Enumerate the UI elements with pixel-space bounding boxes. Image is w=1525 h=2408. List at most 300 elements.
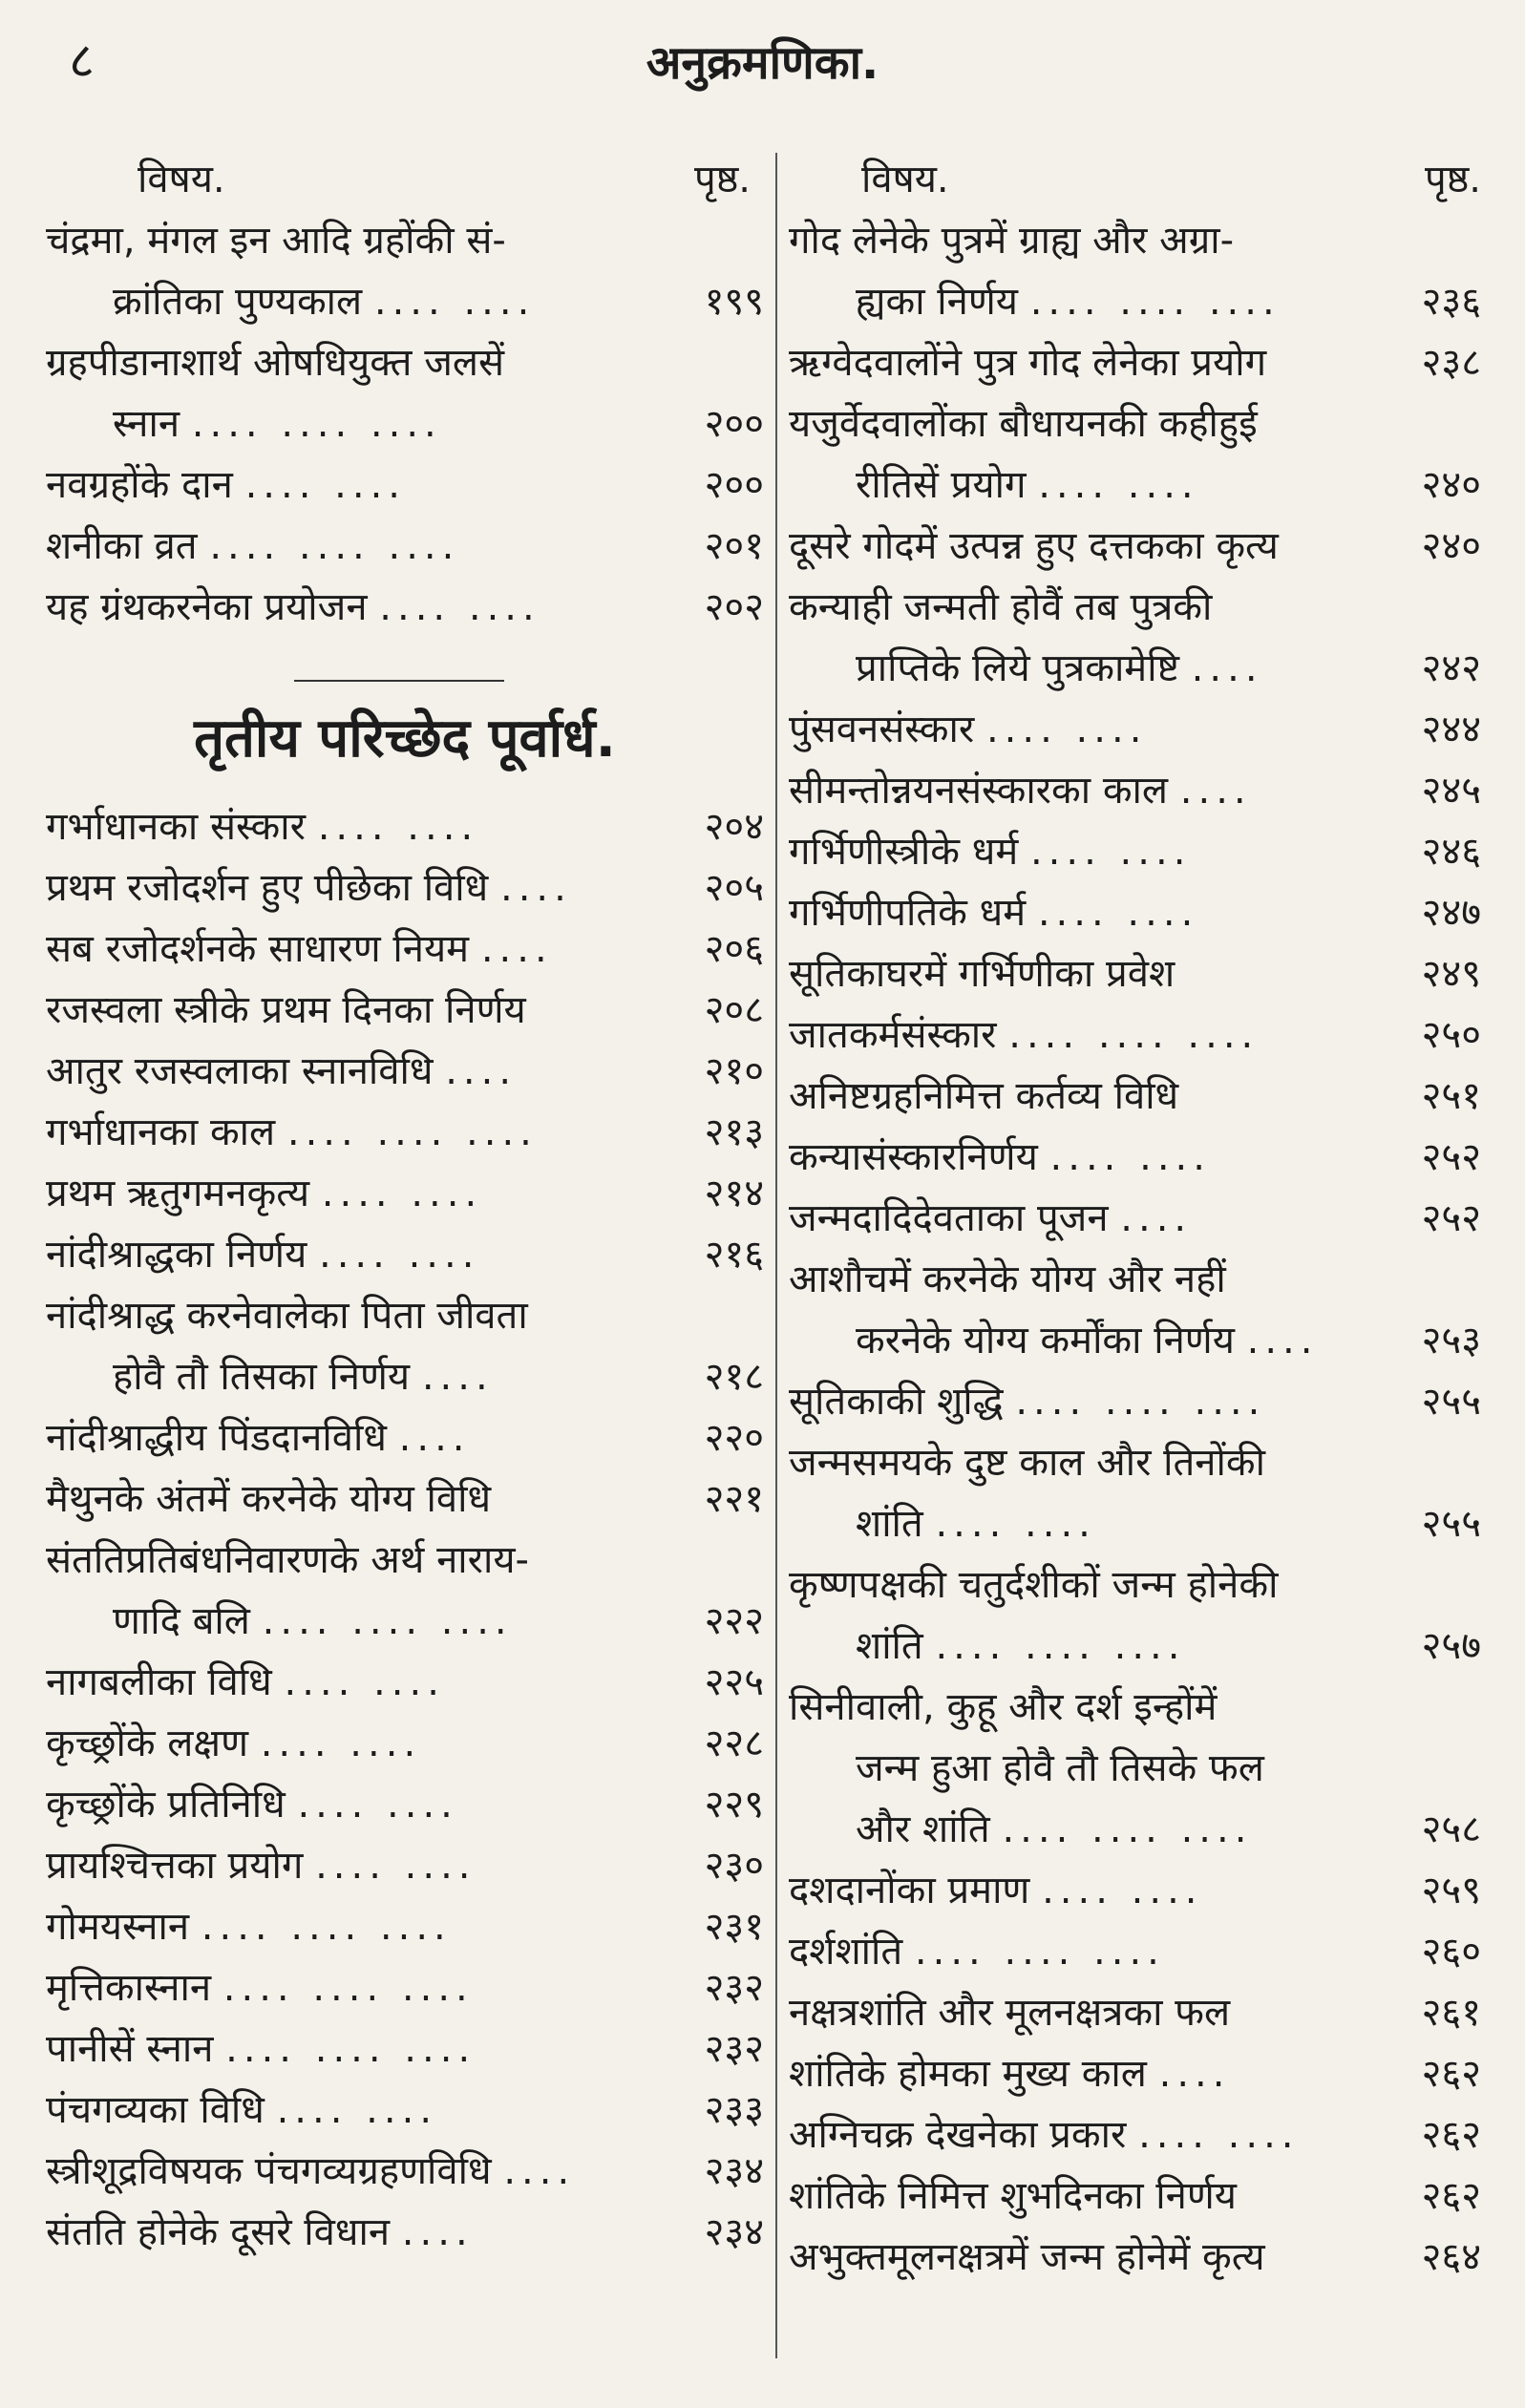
toc-entry-page: २०४: [704, 805, 764, 849]
toc-entry-text: आतुर रजस्वलाका स्नानविधि: [46, 1049, 434, 1093]
toc-entry-text: सब रजोदर्शनके साधारण नियम: [46, 927, 470, 971]
toc-entry-text: पुंसवनसंस्कार: [789, 708, 975, 751]
toc-entry-line: [789, 2165, 1368, 2227]
toc-entry-title: [46, 577, 651, 638]
left-entries-b: [46, 796, 764, 2263]
toc-entry-line: [46, 1163, 651, 1224]
toc-entry-page: २०६: [704, 927, 764, 971]
toc-entry: [46, 1041, 764, 1102]
toc-entry-text: कन्यासंस्कारनिर्णय: [789, 1135, 1038, 1179]
toc-entry-page: २५१: [1421, 1074, 1481, 1118]
toc-entry-title: [789, 1860, 1368, 1921]
toc-entry-line: [789, 699, 1368, 760]
leader-dots: .... .... ....: [935, 1624, 1186, 1668]
toc-entry-line: कृष्णपक्षकी चतुर्दशीकों जन्म होनेकी: [789, 1563, 1279, 1607]
toc-entry-page: २४६: [1421, 830, 1481, 874]
toc-entry-line: [46, 1835, 651, 1896]
toc-entry-text: गर्भाधानका काल: [46, 1110, 276, 1154]
toc-entry-text: मृत्तिकास्नान: [46, 1966, 212, 2010]
toc-entry-title: [789, 760, 1368, 821]
toc-entry-line: [46, 796, 651, 857]
leader-dots: .... ....: [985, 708, 1148, 751]
toc-entry-text: कृच्छ्रोंके लक्षण: [46, 1722, 248, 1765]
toc-entry-line: [46, 1224, 651, 1285]
toc-entry-page: २६२: [1421, 2113, 1481, 2157]
toc-entry-text: प्रायश्चित्तका प्रयोग: [46, 1844, 304, 1888]
toc-entry-page: २२१: [704, 1477, 764, 1521]
toc-entry-line: यजुर्वेदवालोंका बौधायनकी कहीहुई: [789, 402, 1258, 446]
leader-dots: .... .... ....: [262, 1599, 513, 1643]
toc-entry: [789, 1066, 1481, 1127]
toc-entry-line: [46, 2018, 651, 2080]
toc-entry-page: २२५: [704, 1660, 764, 1704]
toc-entry-page: २२९: [704, 1783, 764, 1827]
leader-dots: ....: [499, 866, 572, 910]
toc-entry-line: आशौचमें करनेके योग्य और नहीं: [789, 1257, 1226, 1301]
toc-entry-title: [46, 1163, 651, 1224]
toc-entry-line: [789, 2227, 1368, 2288]
toc-entry-line: [789, 271, 1368, 332]
toc-entry-text: शांति: [856, 1624, 923, 1668]
toc-entry-text: शांतिके होमका मुख्य काल: [789, 2052, 1147, 2096]
toc-entry-text: नवग्रहोंके दान: [46, 463, 233, 507]
toc-entry-text: शनीका व्रत: [46, 524, 198, 568]
toc-entry-title: [789, 1066, 1368, 1127]
toc-entry-text: स्त्रीशूद्रविषयक पंचगव्यग्रहणविधि: [46, 2149, 492, 2193]
leader-dots: .... ....: [315, 1844, 477, 1888]
leader-dots: .... ....: [379, 585, 540, 629]
left-entries-a: [46, 210, 764, 638]
toc-entry-title: [46, 210, 651, 332]
toc-entry-page: २१३: [704, 1110, 764, 1154]
toc-entry-line: [46, 1957, 651, 2018]
leader-dots: .... .... ....: [1002, 1807, 1253, 1851]
toc-entry-line: [789, 1493, 1368, 1554]
toc-entry: [46, 919, 764, 980]
toc-entry-title: [789, 1249, 1368, 1371]
toc-entry-title: [46, 1713, 651, 1774]
left-column-header: [46, 143, 764, 210]
toc-entry-line: [46, 2080, 651, 2141]
toc-entry: [789, 1677, 1481, 1860]
leader-dots: ....: [401, 2210, 474, 2254]
toc-entry-page: २०५: [704, 866, 764, 910]
leader-dots: ....: [421, 1355, 494, 1399]
toc-entry: [46, 1407, 764, 1468]
toc-entry: [46, 1163, 764, 1224]
toc-entry-text: नांदीश्राद्धका निर्णय: [46, 1233, 307, 1277]
toc-entry-line: [789, 1066, 1368, 1127]
leader-dots: .... ....: [935, 1502, 1096, 1546]
toc-entry-page: २३६: [1421, 280, 1481, 324]
toc-entry-title: [789, 1371, 1368, 1432]
toc-entry-page: २६१: [1421, 1991, 1481, 2035]
toc-entry-text: सूतिकाकी शुद्धि: [789, 1380, 1004, 1424]
leader-dots: .... ....: [319, 1233, 480, 1277]
toc-entry-line: [46, 857, 651, 919]
toc-entry-text: क्रांतिका पुण्यकाल: [113, 280, 363, 324]
toc-entry-line: [46, 516, 651, 577]
toc-entry: [46, 1224, 764, 1285]
toc-entry: [789, 1921, 1481, 1982]
subject-label: विषय.: [861, 157, 949, 201]
toc-entry-line: [789, 638, 1368, 699]
toc-entry-page: २६०: [1421, 1930, 1481, 1974]
leader-dots: .... .... ....: [1015, 1380, 1266, 1424]
leader-dots: .... .... ....: [191, 402, 442, 446]
toc-entry: [46, 796, 764, 857]
leader-dots: .... ....: [321, 1172, 483, 1215]
toc-entry: [789, 2227, 1481, 2288]
toc-entry: [46, 980, 764, 1041]
toc-entry-line: [46, 980, 651, 1041]
toc-entry: [46, 857, 764, 919]
toc-entry-title: [46, 1957, 651, 2018]
toc-entry-title: [46, 857, 651, 919]
toc-entry: [789, 516, 1481, 577]
toc-entry-page: २५३: [1421, 1319, 1481, 1362]
leader-dots: .... ....: [317, 805, 479, 849]
toc-entry-title: [46, 1530, 651, 1652]
leader-dots: .... ....: [260, 1722, 422, 1765]
toc-entry: [46, 1530, 764, 1652]
toc-entry-title: [46, 1041, 651, 1102]
toc-entry-title: [789, 1004, 1368, 1066]
toc-entry-text: दूसरे गोदमें उत्पन्न हुए दत्तकका कृत्य: [789, 524, 1279, 568]
leader-dots: ....: [480, 927, 553, 971]
toc-entry: [46, 1957, 764, 2018]
toc-entry-page: २३२: [704, 2027, 764, 2071]
toc-entry-title: [789, 882, 1368, 943]
toc-entry-title: [789, 943, 1368, 1004]
toc-entry-line: [46, 1591, 651, 1652]
toc-entry-page: २४२: [1421, 646, 1481, 690]
toc-entry-page: २३२: [704, 1966, 764, 2010]
toc-entry-line: चंद्रमा, मंगल इन आदि ग्रहोंकी सं-: [46, 219, 506, 263]
toc-entry-line: [789, 1982, 1368, 2043]
toc-entry-page: २३३: [704, 2088, 764, 2132]
toc-entry: [789, 2043, 1481, 2104]
leader-dots: ....: [1191, 646, 1263, 690]
toc-entry: [46, 516, 764, 577]
toc-entry-line: [789, 1799, 1368, 1860]
toc-entry-title: [46, 2080, 651, 2141]
toc-entry-page: २५५: [1421, 1380, 1481, 1424]
toc-entry: [789, 1188, 1481, 1249]
leader-dots: ....: [1246, 1319, 1319, 1362]
toc-entry: [46, 2080, 764, 2141]
toc-entry-text: गर्भिणीपतिके धर्म: [789, 891, 1027, 935]
toc-entry-page: २०८: [704, 988, 764, 1032]
toc-entry: [789, 210, 1481, 332]
toc-entry-title: [789, 332, 1368, 393]
toc-entry-text: और शांति: [856, 1807, 990, 1851]
page-label: पृष्ठ.: [1425, 157, 1481, 201]
toc-entry-page: २५९: [1421, 1869, 1481, 1912]
toc-entry: [46, 210, 764, 332]
toc-entry-line: [46, 271, 651, 332]
toc-entry: [789, 393, 1481, 516]
toc-entry-page: २५५: [1421, 1502, 1481, 1546]
toc-entry-page: २६२: [1421, 2052, 1481, 2096]
toc-entry-title: [46, 1774, 651, 1835]
toc-entry-line: [789, 943, 1368, 1004]
toc-entry: [46, 1102, 764, 1163]
toc-entry-page: २४४: [1421, 708, 1481, 751]
toc-entry: [789, 332, 1481, 393]
toc-entry-text: सूतिकाघरमें गर्भिणीका प्रवेश: [789, 952, 1176, 996]
toc-entry: [789, 760, 1481, 821]
toc-entry-text: प्रथम रजोदर्शन हुए पीछेका विधि: [46, 866, 489, 910]
toc-entry-page: २००: [704, 402, 764, 446]
leader-dots: ....: [1158, 2052, 1231, 2096]
toc-entry-line: ग्रहपीडानाशार्थ ओषधियुक्त जलसें: [46, 341, 505, 385]
leader-dots: .... ....: [1049, 1135, 1211, 1179]
toc-entry: [46, 1713, 764, 1774]
toc-entry: [46, 577, 764, 638]
toc-entry-line: [46, 919, 651, 980]
toc-entry: [789, 882, 1481, 943]
leader-dots: ....: [445, 1049, 518, 1093]
leader-dots: .... ....: [297, 1783, 458, 1827]
toc-entry-text: स्नान: [113, 402, 180, 446]
toc-entry: [789, 1860, 1481, 1921]
toc-entry-line: [46, 1713, 651, 1774]
toc-entry-title: [46, 332, 651, 454]
toc-entry-text: सीमन्तोन्नयनसंस्कारका काल: [789, 769, 1169, 813]
toc-entry-title: [46, 1652, 651, 1713]
toc-entry-line: [46, 1468, 651, 1530]
toc-entry-title: [46, 1835, 651, 1896]
toc-entry: [46, 332, 764, 454]
toc-entry-line: [789, 821, 1368, 882]
toc-entry-line: [789, 760, 1368, 821]
leader-dots: .... .... ....: [209, 524, 460, 568]
toc-entry-title: [789, 2227, 1368, 2288]
toc-entry-title: [46, 2018, 651, 2080]
toc-entry-page: २५२: [1421, 1196, 1481, 1240]
toc-entry-line: [46, 1346, 651, 1407]
toc-entry-line: [789, 1616, 1368, 1677]
toc-entry-title: [789, 1432, 1368, 1554]
toc-entry-page: २३४: [704, 2210, 764, 2254]
toc-entry-line: [46, 393, 651, 454]
toc-entry: [789, 1004, 1481, 1066]
toc-entry-title: [789, 2043, 1368, 2104]
toc-entry-page: २१०: [704, 1049, 764, 1093]
toc-entry-title: [46, 796, 651, 857]
leader-dots: .... ....: [284, 1660, 445, 1704]
toc-entry: [789, 1432, 1481, 1554]
toc-entry-title: [46, 919, 651, 980]
toc-entry-page: २४७: [1421, 891, 1481, 935]
toc-entry-text: रीतिसें प्रयोग: [856, 463, 1027, 507]
toc-entry-text: रजस्वला स्त्रीके प्रथम दिनका निर्णय: [46, 988, 526, 1032]
toc-entry-text: शांति: [856, 1502, 923, 1546]
toc-entry-line: जन्मसमयके दुष्ट काल और तिनोंकी: [789, 1441, 1265, 1485]
toc-entry-page: २५८: [1421, 1807, 1481, 1851]
right-column: [789, 143, 1481, 2368]
leader-dots: .... ....: [1029, 830, 1192, 874]
page-label: पृष्ठ.: [694, 157, 751, 201]
toc-entry-line: [789, 1127, 1368, 1188]
toc-entry: [46, 1285, 764, 1407]
toc-entry-text: शांतिके निमित्त शुभदिनका निर्णय: [789, 2174, 1237, 2218]
toc-entry-line: जन्म हुआ होवै तौ तिसके फल: [856, 1746, 1264, 1790]
leader-dots: .... .... ....: [201, 1905, 452, 1949]
toc-entry-title: [789, 1188, 1368, 1249]
toc-entry-line: [789, 882, 1368, 943]
toc-entry: [46, 1468, 764, 1530]
toc-entry-page: २०२: [704, 585, 764, 629]
toc-entry-title: [46, 1896, 651, 1957]
toc-entry: [789, 821, 1481, 882]
toc-entry-page: २४०: [1421, 524, 1481, 568]
toc-entry-text: ऋग्वेदवालोंने पुत्र गोद लेनेका प्रयोग: [789, 341, 1267, 385]
toc-entry-title: [46, 1468, 651, 1530]
toc-entry-page: २३१: [704, 1905, 764, 1949]
toc-entry-title: [789, 2165, 1368, 2227]
toc-entry-line: [46, 1102, 651, 1163]
toc-entry: [46, 1896, 764, 1957]
toc-entry: [789, 1127, 1481, 1188]
toc-entry-line: [789, 2104, 1368, 2165]
leader-dots: .... .... ....: [286, 1110, 538, 1154]
toc-entry-text: दर्शशांति: [789, 1930, 903, 1974]
toc-entry-title: [789, 210, 1368, 332]
toc-entry-text: पानीसें स्नान: [46, 2027, 214, 2071]
toc-entry-line: [46, 454, 651, 516]
left-column: [46, 143, 764, 2368]
toc-entry-page: २००: [704, 463, 764, 507]
toc-entry: [46, 1774, 764, 1835]
toc-entry-line: [789, 454, 1368, 516]
toc-entry-text: करनेके योग्य कर्मोंका निर्णय: [856, 1319, 1235, 1362]
toc-entry-page: २३०: [704, 1844, 764, 1888]
toc-entry-title: [46, 2202, 651, 2263]
toc-entry-page: २४०: [1421, 463, 1481, 507]
toc-entry-text: णादि बलि: [113, 1599, 250, 1643]
leader-dots: ....: [398, 1416, 471, 1460]
right-entries: [789, 210, 1481, 2288]
toc-entry: [789, 699, 1481, 760]
toc-entry-title: [46, 980, 651, 1041]
toc-entry-page: २६२: [1421, 2174, 1481, 2218]
toc-entry-text: नांदीश्राद्धीय पिंडदानविधि: [46, 1416, 387, 1460]
page-title: अनुक्रमणिका.: [646, 36, 879, 90]
toc-entry-text: गर्भाधानका संस्कार: [46, 805, 306, 849]
toc-entry-text: अग्निचक्र देखनेका प्रकार: [789, 2113, 1127, 2157]
leader-dots: .... ....: [1042, 1869, 1203, 1912]
toc-entry-text: नक्षत्रशांति और मूलनक्षत्रका फल: [789, 1991, 1231, 2035]
toc-entry: [789, 1982, 1481, 2043]
toc-entry-title: [46, 516, 651, 577]
toc-entry-text: जातकर्मसंस्कार: [789, 1013, 997, 1057]
toc-entry-page: २६४: [1421, 2235, 1481, 2279]
toc-entry-page: २०१: [704, 524, 764, 568]
toc-entry-text: पंचगव्यका विधि: [46, 2088, 265, 2132]
toc-entry-text: दशदानोंका प्रमाण: [789, 1869, 1030, 1912]
toc-entry-title: [46, 1102, 651, 1163]
toc-entry-text: अनिष्टग्रहनिमित्त कर्तव्य विधि: [789, 1074, 1179, 1118]
page-number: ८: [69, 32, 95, 90]
toc-entry-line: कन्याही जन्मती होवैं तब पुत्रकी: [789, 585, 1213, 629]
toc-entry-text: प्रथम ऋतुगमनकृत्य: [46, 1172, 310, 1215]
toc-entry-title: [789, 1677, 1368, 1860]
leader-dots: .... .... ....: [1008, 1013, 1260, 1057]
toc-entry-title: [46, 2141, 651, 2202]
toc-entry-text: यह ग्रंथकरनेका प्रयोजन: [46, 585, 368, 629]
column-divider: [775, 153, 777, 2358]
toc-entry-text: ह्यका निर्णय: [856, 280, 1018, 324]
section-title: तृतीय परिच्छेद पूर्वार्ध.: [194, 708, 616, 770]
toc-entry-title: [46, 1407, 651, 1468]
leader-dots: .... .... ....: [1029, 280, 1281, 324]
toc-entry: [789, 1554, 1481, 1677]
leader-dots: ....: [1120, 1196, 1193, 1240]
toc-entry-line: [46, 1652, 651, 1713]
toc-entry: [46, 454, 764, 516]
toc-entry-title: [789, 1127, 1368, 1188]
leader-dots: .... ....: [276, 2088, 438, 2132]
toc-entry-page: २२२: [704, 1599, 764, 1643]
leader-dots: ....: [503, 2149, 576, 2193]
subject-label: विषय.: [138, 157, 225, 201]
leader-dots: .... ....: [244, 463, 406, 507]
toc-entry: [46, 2202, 764, 2263]
leader-dots: .... ....: [1138, 2113, 1300, 2157]
toc-entry-title: [789, 1982, 1368, 2043]
toc-entry-page: २३८: [1421, 341, 1481, 385]
toc-entry-line: सिनीवाली, कुहू और दर्श इन्होंमें: [789, 1685, 1218, 1729]
leader-dots: .... .... ....: [914, 1930, 1165, 1974]
toc-entry-line: [789, 1310, 1368, 1371]
toc-entry: [46, 2018, 764, 2080]
toc-entry-page: २४९: [1421, 952, 1481, 996]
toc-entry-page: २५२: [1421, 1135, 1481, 1179]
toc-entry-text: अभुक्तमूलनक्षत्रमें जन्म होनेमें कृत्य: [789, 2235, 1265, 2279]
toc-entry-page: २२८: [704, 1722, 764, 1765]
toc-entry-title: [46, 1224, 651, 1285]
toc-entry-line: [789, 1921, 1368, 1982]
toc-entry-line: संततिप्रतिबंधनिवारणके अर्थ नाराय-: [46, 1538, 529, 1582]
toc-entry-text: संतति होनेके दूसरे विधान: [46, 2210, 391, 2254]
toc-entry-line: [789, 1860, 1368, 1921]
toc-entry-line: [46, 577, 651, 638]
toc-entry-title: [789, 577, 1368, 699]
leader-dots: .... .... ....: [225, 2027, 477, 2071]
toc-entry-text: कृच्छ्रोंके प्रतिनिधि: [46, 1783, 286, 1827]
toc-entry-title: [789, 699, 1368, 760]
right-column-header: [789, 143, 1481, 210]
toc-entry-line: [46, 1774, 651, 1835]
toc-entry-page: २५७: [1421, 1624, 1481, 1668]
leader-dots: ....: [1179, 769, 1252, 813]
toc-entry: [789, 1371, 1481, 1432]
toc-entry: [789, 2104, 1481, 2165]
toc-entry-page: २३४: [704, 2149, 764, 2193]
toc-entry-page: २१८: [704, 1355, 764, 1399]
toc-entry-line: नांदीश्राद्ध करनेवालेका पिता जीवता: [46, 1294, 528, 1338]
toc-entry-title: [789, 1921, 1368, 1982]
leader-dots: .... ....: [373, 280, 536, 324]
toc-entry: [789, 577, 1481, 699]
toc-entry-title: [789, 2104, 1368, 2165]
toc-entry: [46, 1835, 764, 1896]
toc-entry-title: [789, 821, 1368, 882]
toc-entry: [46, 1652, 764, 1713]
toc-entry-line: [789, 1371, 1368, 1432]
